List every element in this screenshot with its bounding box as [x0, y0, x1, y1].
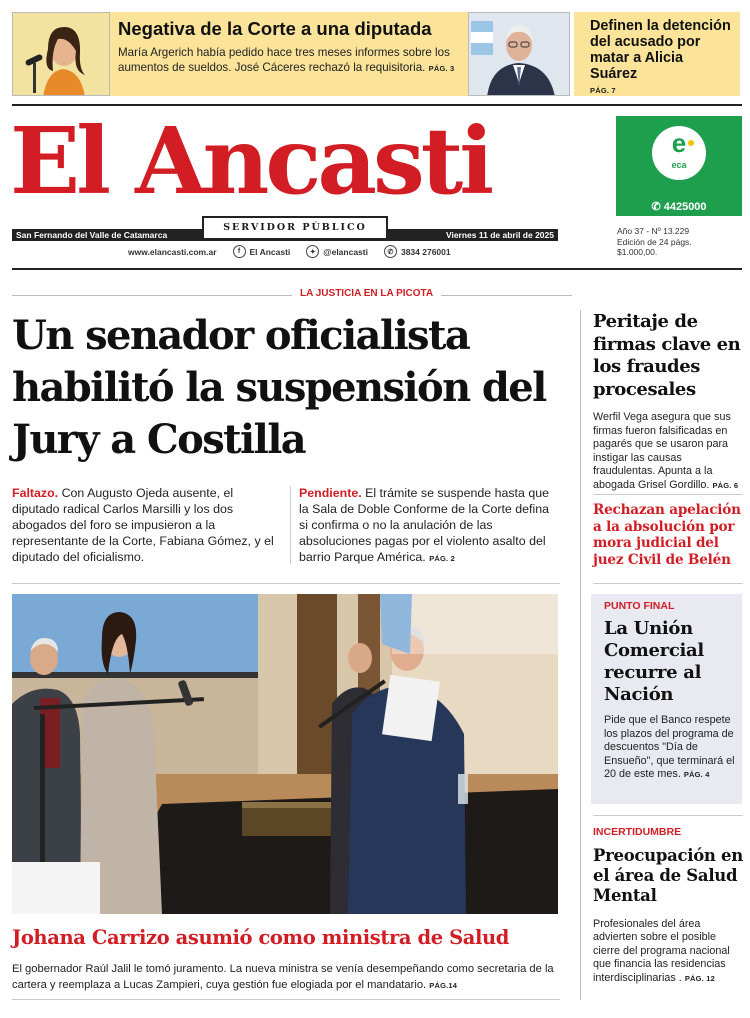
box-body: Pide que el Banco respete los plazos del programa de descuentos "Día de Ensueño", que terminará el 20 de este mes. [604, 714, 735, 781]
contact-row [128, 245, 467, 258]
page-ref: PÁG. 4 [683, 770, 710, 780]
divider [593, 494, 743, 495]
facebook-icon: f [233, 245, 246, 258]
whatsapp-icon: ✆ [384, 245, 397, 258]
masthead-bar [12, 222, 558, 241]
twitter-handle[interactable]: @elancasti [323, 246, 368, 257]
side-story-3-body: Profesionales del área advierten sobre el posible cierre del programa nacional que financia las residencias interdisciplinarias . [593, 918, 730, 984]
teaser-left-title[interactable]: Negativa de la Corte a una diputada [118, 18, 432, 39]
col2-lead: Pendiente. [299, 486, 362, 500]
divider [12, 583, 560, 584]
page-ref: PÁG. 7 [590, 86, 616, 95]
col2-text: El trámite se suspende hasta que la Sala de Doble Conforme de la Corte defina si confirma o no la anulación de las absoluciones pagas por el violento asalto del barrio Parque América. [299, 486, 550, 564]
whatsapp-number[interactable]: 3834 276001 [400, 246, 451, 257]
divider [593, 583, 743, 584]
teaser-right[interactable] [570, 12, 740, 96]
column-divider [290, 486, 291, 564]
eca-ad[interactable] [616, 116, 742, 216]
side-story-3-title[interactable]: Preocupación en el área de Salud Mental [593, 846, 743, 905]
eca-brand: eca [671, 160, 687, 170]
main-column-1 [12, 485, 280, 565]
judge-photo[interactable] [468, 12, 570, 96]
photo-caption [12, 961, 560, 994]
edition-info [617, 226, 692, 258]
box-title[interactable]: La Unión Comercial recurre al Nación [604, 618, 704, 705]
box-kicker: PUNTO FINAL [604, 600, 675, 612]
page-ref: PÁG.14 [429, 981, 458, 990]
twitter-icon: ✦ [306, 245, 319, 258]
side-story-2-title[interactable]: Rechazan apelación a la absolución por mora judicial del juez Civil de Belén [593, 502, 741, 568]
twitter-link[interactable] [306, 245, 368, 258]
slogan: SERVIDOR PÚBLICO [202, 216, 388, 240]
page-ref: PÁG. 3 [428, 64, 455, 73]
side-story-1-body: Werfil Vega asegura que sus firmas fueron falsificadas en pagarés que se usaron para instigar las causas fraudulentas. Apunta a la abogada Grisel Gordillo. [593, 411, 731, 491]
box-text [604, 714, 738, 782]
main-column-2 [299, 485, 561, 567]
page-ref: PÁG. 2 [429, 554, 455, 563]
facebook-link[interactable] [233, 245, 291, 258]
eca-phone-number: 4425000 [663, 201, 707, 213]
side-story-3-kicker: INCERTIDUMBRE [593, 826, 682, 838]
page-ref: PÁG. 12 [684, 973, 715, 983]
divider [12, 268, 742, 270]
eca-phone: ✆ 4425000 [651, 201, 707, 213]
photo-headline[interactable]: Johana Carrizo asumió como ministra de Salud [12, 926, 510, 949]
eca-logo [652, 126, 706, 180]
website[interactable]: www.elancasti.com.ar [128, 246, 217, 257]
col1-text: Con Augusto Ojeda ausente, el diputado radical Carlos Marsilli y los dos abogados del foro se impusieron a la representante de la Corte, Fabiana Gómez, y el diputado del oficialismo. [12, 486, 274, 564]
page-ref: PÁG. 6 [712, 480, 739, 490]
teaser-right-title[interactable]: Definen la detención del acusado por matar a Alicia Suárez [590, 18, 731, 82]
edition-pages: Edición de 24 págs. [617, 236, 692, 247]
edition-number: Año 37 - Nº 13.229 [617, 226, 690, 236]
divider [593, 815, 743, 816]
column-separator [580, 310, 581, 1000]
eca-logo-icon: e [671, 128, 687, 158]
col1-lead: Faltazo. [12, 486, 59, 500]
teaser-left-text [118, 45, 460, 76]
divider [12, 999, 560, 1000]
issue-date: Viernes 11 de abril de 2025 [445, 230, 554, 240]
location: San Fernando del Valle de Catamarca [16, 230, 168, 240]
punto-final-box[interactable] [591, 594, 742, 804]
side-story-1-text [593, 411, 741, 493]
main-headline[interactable]: Un senador oficialista habilitó la suspensión del Jury a Costilla [12, 312, 546, 463]
photo-caption-text: El gobernador Raúl Jalil le tomó juramento. La nueva ministra se venía desempeñando como secretaria de la cartera y reemplaza a Lucas Zampieri, cuya gestión fue elogiada por el mandatario. [12, 963, 554, 991]
newspaper-logo[interactable]: El Ancasti [10, 107, 491, 215]
side-story-1-title[interactable]: Peritaje de firmas clave en los fraudes procesales [593, 311, 741, 400]
top-teaser-band [12, 12, 740, 98]
facebook-handle[interactable]: El Ancasti [249, 246, 291, 257]
teaser-left-body: María Argerich había pedido hace tres meses informes sobre los aumentos de sueldos. José Cáceres rechazó la requisitoria. [118, 46, 450, 74]
teaser-left[interactable] [110, 12, 468, 96]
side-story-3-text [593, 918, 743, 985]
edition-price: $1.000,00. [617, 247, 658, 257]
swearing-in-photo[interactable] [12, 594, 558, 914]
deputy-photo[interactable] [12, 12, 110, 96]
whatsapp-link[interactable] [384, 245, 451, 258]
eca-dot-icon [688, 140, 694, 146]
website-link[interactable] [128, 247, 217, 257]
main-kicker: LA JUSTICIA EN LA PICOTA [292, 288, 441, 299]
